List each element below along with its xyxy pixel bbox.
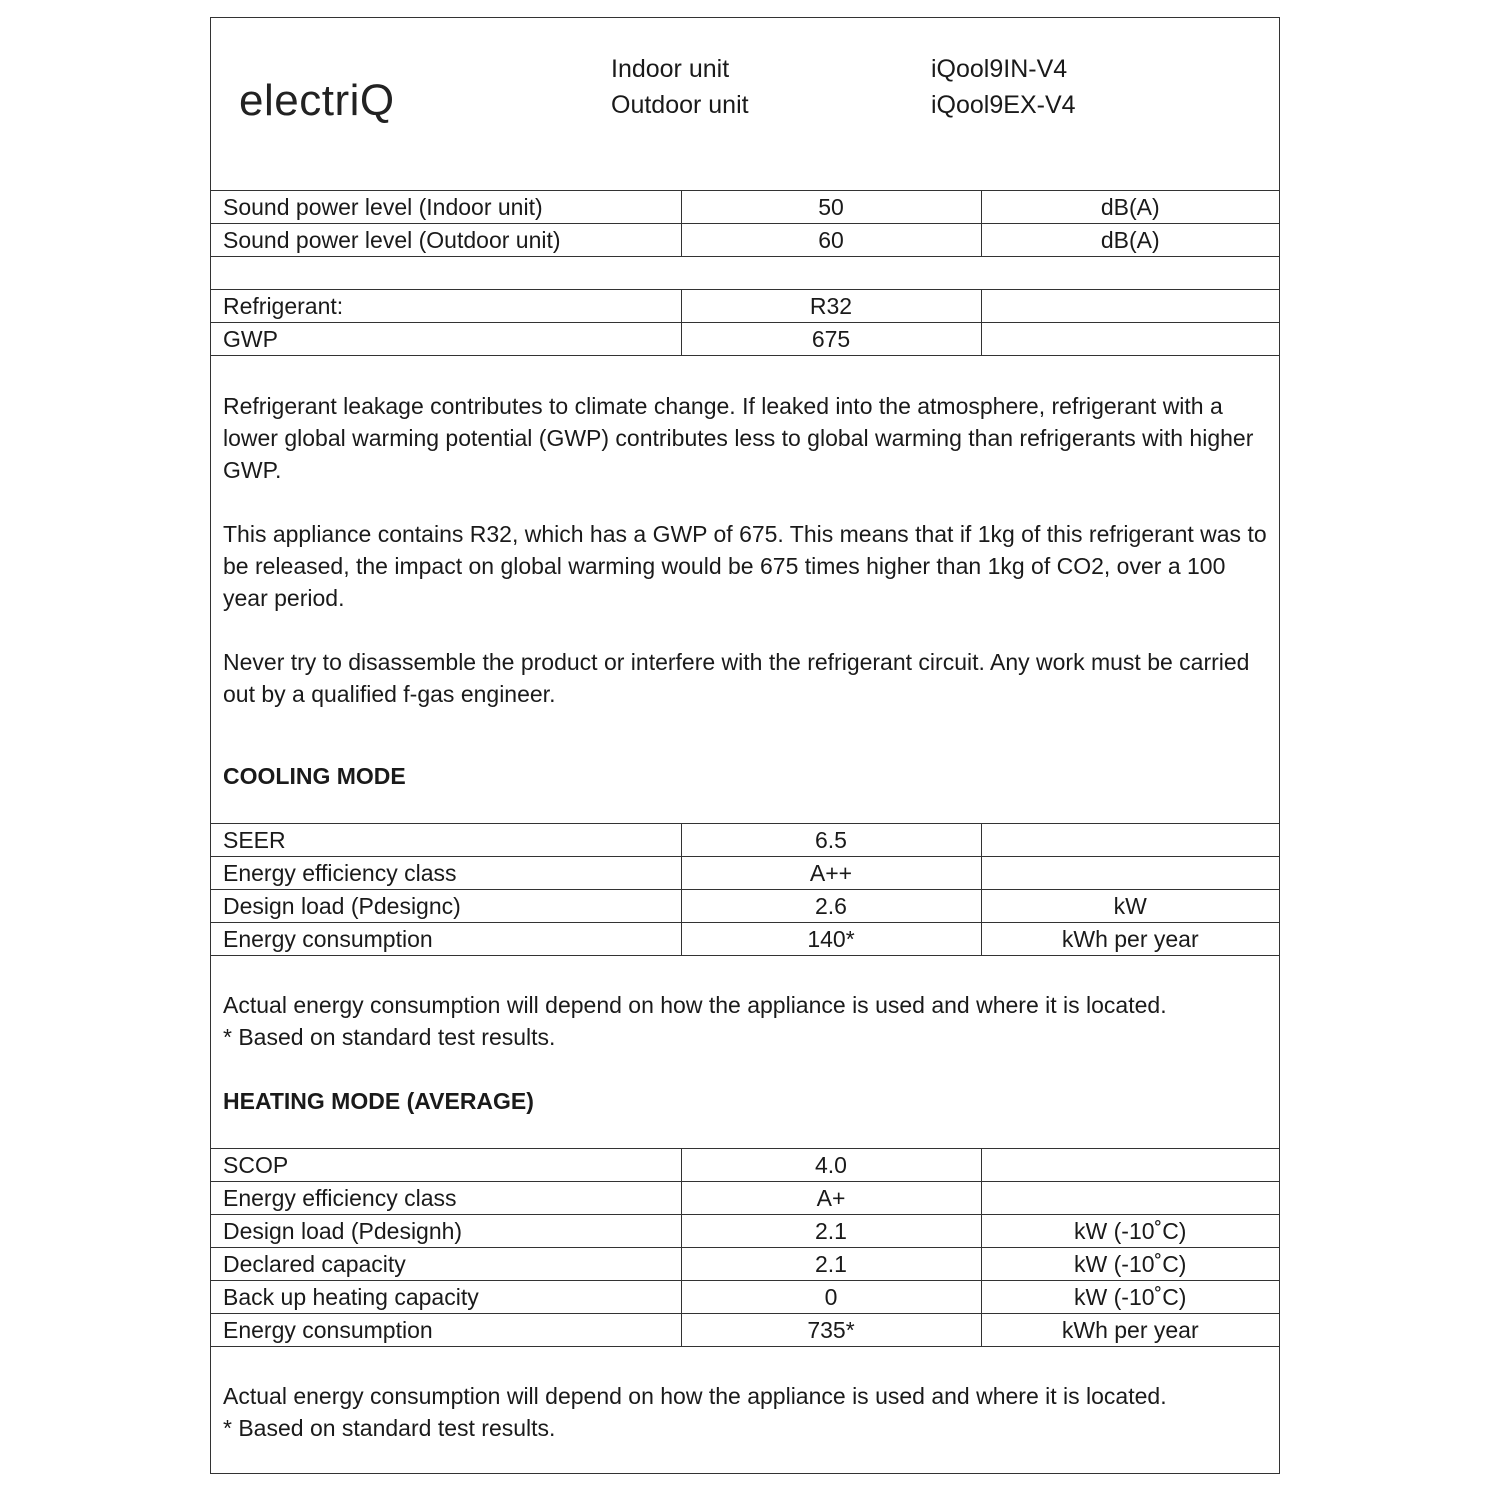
row-value: 6.5: [681, 824, 981, 857]
table-row: [211, 224, 1279, 257]
cooling-table: [211, 823, 1279, 956]
row-label: Energy consumption: [211, 923, 681, 956]
table-row: [211, 1215, 1279, 1248]
heating-note-test: * Based on standard test results.: [223, 1415, 556, 1441]
indoor-unit-model: iQool9IN-V4: [931, 55, 1068, 83]
row-unit: kW: [981, 890, 1279, 923]
row-label: Declared capacity: [211, 1248, 681, 1281]
gwp-paragraph: This appliance contains R32, which has a GWP of 675. This means that if 1kg of this refrigerant was to be released, the impact on global warming would be 675 times higher than 1kg of CO2, over a 100 year period.: [223, 521, 1267, 611]
table-row: [211, 1281, 1279, 1314]
row-label: Design load (Pdesignc): [211, 890, 681, 923]
table-row: [211, 323, 1279, 356]
row-unit: kW (-10˚C): [981, 1281, 1279, 1314]
table-row: [211, 923, 1279, 956]
row-unit: dB(A): [981, 191, 1279, 224]
cooling-note-test: * Based on standard test results.: [223, 1024, 556, 1050]
row-label: Energy efficiency class: [211, 1182, 681, 1215]
row-label: Back up heating capacity: [211, 1281, 681, 1314]
row-value: 2.1: [681, 1215, 981, 1248]
row-value: R32: [681, 290, 981, 323]
sound-table: [211, 190, 1279, 257]
row-unit: kW (-10˚C): [981, 1248, 1279, 1281]
sheet-header: [211, 18, 1279, 191]
row-value: A+: [681, 1182, 981, 1215]
table-row: [211, 1182, 1279, 1215]
row-value: A++: [681, 857, 981, 890]
row-unit: dB(A): [981, 224, 1279, 257]
row-unit: [981, 1182, 1279, 1215]
row-unit: [981, 857, 1279, 890]
table-row: [211, 191, 1279, 224]
outdoor-unit-model: iQool9EX-V4: [931, 91, 1076, 119]
row-value: 2.1: [681, 1248, 981, 1281]
row-value: 675: [681, 323, 981, 356]
leakage-paragraph: Refrigerant leakage contributes to climate change. If leaked into the atmosphere, refrigerant with a lower global warming potential (GWP) contributes less to global warming than refrigerants with higher GWP.: [223, 393, 1254, 483]
table-row: [211, 1314, 1279, 1347]
row-label: SEER: [211, 824, 681, 857]
row-unit: [981, 1149, 1279, 1182]
table-row: [211, 1248, 1279, 1281]
heating-mode-heading: HEATING MODE (AVERAGE): [223, 1088, 534, 1114]
row-unit: [981, 824, 1279, 857]
heating-note-usage: Actual energy consumption will depend on how the appliance is used and where it is located.: [223, 1383, 1167, 1409]
row-value: 140*: [681, 923, 981, 956]
row-label: Refrigerant:: [211, 290, 681, 323]
row-label: Sound power level (Indoor unit): [211, 191, 681, 224]
row-unit: [981, 323, 1279, 356]
row-value: 4.0: [681, 1149, 981, 1182]
table-row: [211, 890, 1279, 923]
heating-table: [211, 1148, 1279, 1347]
row-label: Energy efficiency class: [211, 857, 681, 890]
refrigerant-table: [211, 289, 1279, 356]
row-unit: [981, 290, 1279, 323]
cooling-note-usage: Actual energy consumption will depend on how the appliance is used and where it is located.: [223, 992, 1167, 1018]
safety-paragraph: Never try to disassemble the product or interfere with the refrigerant circuit. Any work must be carried out by a qualified f-gas engineer.: [223, 649, 1250, 707]
row-unit: kW (-10˚C): [981, 1215, 1279, 1248]
table-row: [211, 1149, 1279, 1182]
row-label: Sound power level (Outdoor unit): [211, 224, 681, 257]
row-unit: kWh per year: [981, 1314, 1279, 1347]
row-unit: kWh per year: [981, 923, 1279, 956]
indoor-unit-label: Indoor unit: [611, 55, 730, 83]
brand-logo: electriQ: [239, 76, 395, 125]
energy-info-sheet: [210, 17, 1280, 1474]
row-value: 50: [681, 191, 981, 224]
table-row: [211, 290, 1279, 323]
row-value: 60: [681, 224, 981, 257]
table-row: [211, 857, 1279, 890]
row-label: SCOP: [211, 1149, 681, 1182]
row-value: 2.6: [681, 890, 981, 923]
row-label: GWP: [211, 323, 681, 356]
row-value: 735*: [681, 1314, 981, 1347]
table-row: [211, 824, 1279, 857]
outdoor-unit-label: Outdoor unit: [611, 91, 749, 119]
row-value: 0: [681, 1281, 981, 1314]
cooling-mode-heading: COOLING MODE: [223, 763, 406, 789]
row-label: Design load (Pdesignh): [211, 1215, 681, 1248]
row-label: Energy consumption: [211, 1314, 681, 1347]
